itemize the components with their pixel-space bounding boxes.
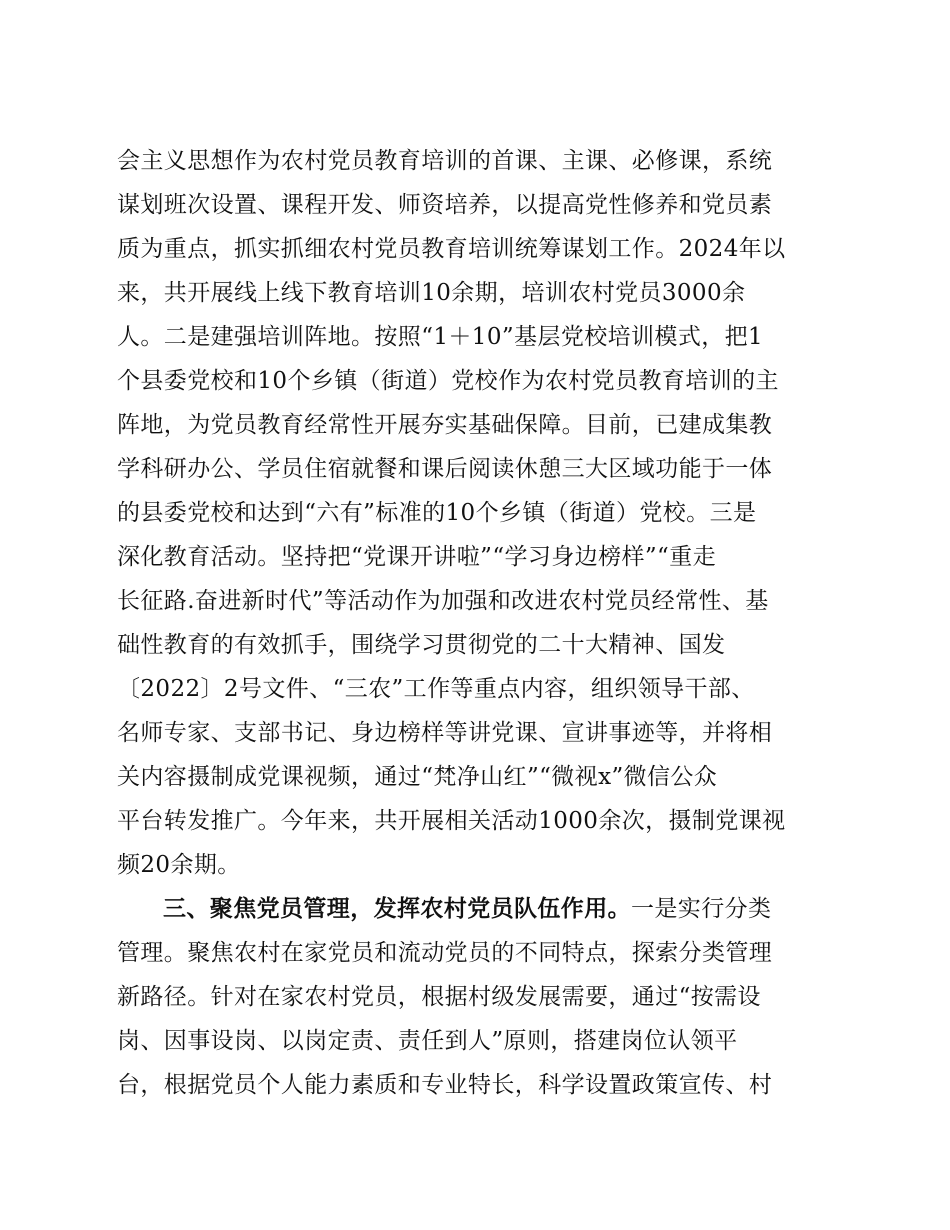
paragraph-line: 名师专家、支部书记、身边榜样等讲党课、宣讲事迹等，并将相 xyxy=(117,720,773,746)
paragraph-line: 岗、因事设岗、以岗定责、责任到人”原则，搭建岗位认领平 xyxy=(117,1028,738,1054)
paragraph-line: 人。二是建强培训阵地。按照“1＋10”基层党校培训模式，把1 xyxy=(117,324,764,350)
paragraph-line: 来，共开展线上线下教育培训10余期，培训农村党员3000余 xyxy=(117,280,746,306)
paragraph-line: 学科研办公、学员住宿就餐和课后阅读休憩三大区域功能于一体 xyxy=(117,456,773,482)
paragraph-line: 谋划班次设置、课程开发、师资培养，以提高党性修养和党员素 xyxy=(117,192,773,218)
section-3-first-line xyxy=(163,887,771,931)
paragraph-line: 阵地，为党员教育经常性开展夯实基础保障。目前，已建成集教 xyxy=(117,412,773,438)
paragraph-line: 长征路.奋进新时代”等活动作为加强和改进农村党员经常性、基 xyxy=(117,588,769,614)
paragraph-line: 个县委党校和10个乡镇（街道）党校作为农村党员教育培训的主 xyxy=(117,368,779,394)
paragraph-line: 关内容摄制成党课视频，通过“梵净山红”“微视x”微信公众 xyxy=(117,764,718,790)
paragraph-line: 深化教育活动。坚持把“党课开讲啦”“学习身边榜样”“重走 xyxy=(117,544,716,570)
paragraph-line: 频20余期。 xyxy=(117,852,241,878)
paragraph-line: 平台转发推广。今年来，共开展相关活动1000余次，摄制党课视 xyxy=(117,808,786,834)
paragraph-line: 的县委党校和达到“六有”标准的10个乡镇（街道）党校。三是 xyxy=(117,500,757,526)
paragraph-line: 台，根据党员个人能力素质和专业特长，科学设置政策宣传、村 xyxy=(117,1072,773,1098)
paragraph-line: 会主义思想作为农村党员教育培训的首课、主课、必修课，系统 xyxy=(117,148,773,174)
paragraph-line: 新路径。针对在家农村党员，根据村级发展需要，通过“按需设 xyxy=(117,984,761,1010)
paragraph-line: 础性教育的有效抓手，围绕学习贯彻党的二十大精神、国发 xyxy=(117,632,726,658)
paragraph-line: 质为重点，抓实抓细农村党员教育培训统筹谋划工作。2024年以 xyxy=(117,236,786,262)
paragraph-line: 管理。聚焦农村在家党员和流动党员的不同特点，探索分类管理 xyxy=(117,940,773,966)
section-3-first-line-rest: 一是实行分类 xyxy=(631,896,772,922)
section-3-heading: 三、聚焦党员管理，发挥农村党员队伍作用。 xyxy=(163,895,631,922)
paragraph-line: 〔2022〕2号文件、“三农”工作等重点内容，组织领导干部、 xyxy=(117,676,755,702)
